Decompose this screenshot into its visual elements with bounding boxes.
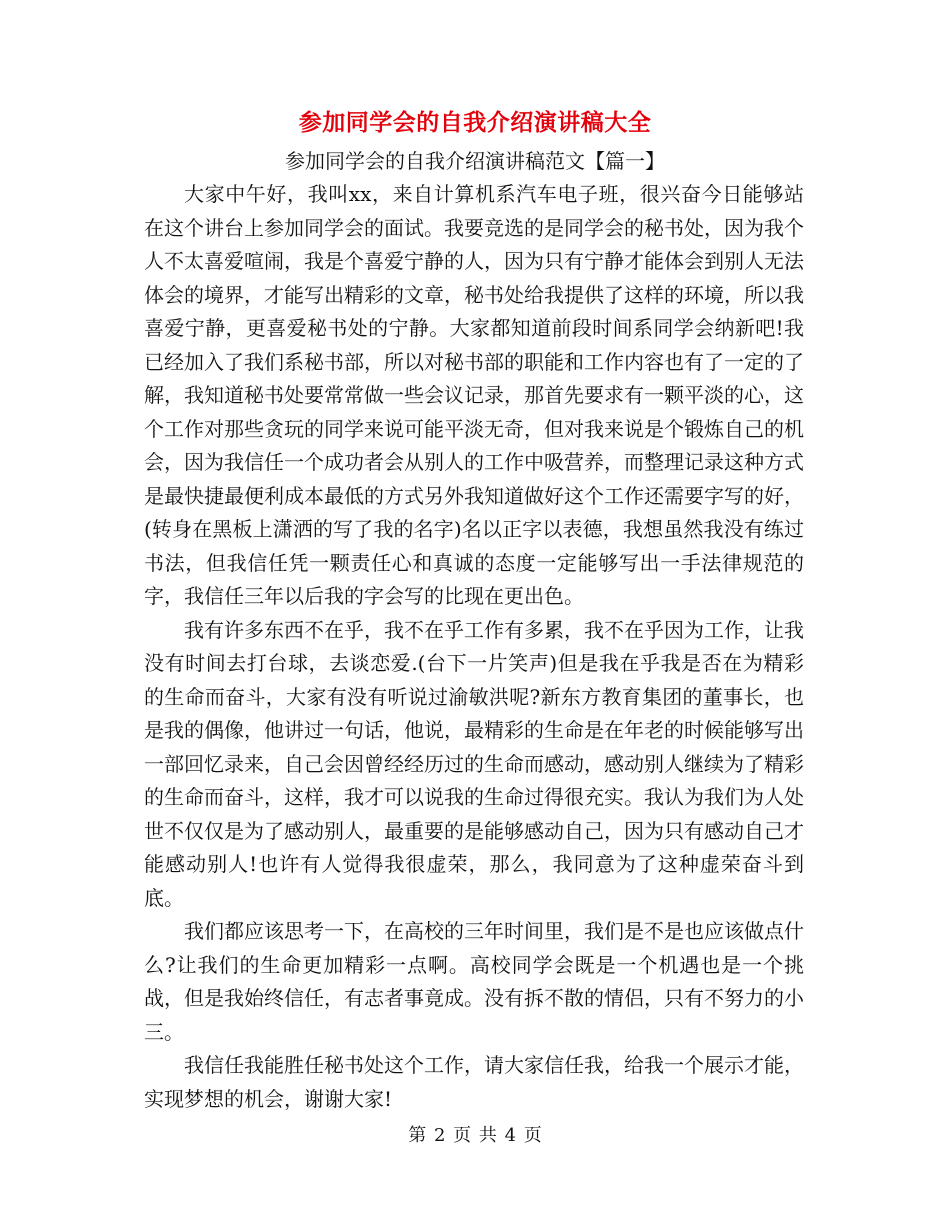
paragraph-4: 我信任我能胜任秘书处这个工作，请大家信任我，给我一个展示才能，实现梦想的机会，谢谢大家! (144, 1053, 804, 1111)
document-body (144, 178, 804, 1116)
document-subtitle: 参加同学会的自我介绍演讲稿范文【篇一】 (285, 149, 665, 173)
document-title: 参加同学会的自我介绍演讲稿大全 (298, 109, 652, 136)
paragraph-3: 我们都应该思考一下，在高校的三年时间里，我们是不是也应该做点什么?让我们的生命更加精彩一点啊。高校同学会既是一个机遇也是一个挑战，但是我始终信任，有志者事竟成。没有拆不散的情侣，只有不努力的小三。 (144, 919, 804, 1044)
paragraph-1: 大家中午好，我叫xx，来自计算机系汽车电子班，很兴奋今日能够站在这个讲台上参加同学会的面试。我要竞选的是同学会的秘书处，因为我个人不太喜爱喧闹，我是个喜爱宁静的人，因为只有宁静才能体会到别人无法体会的境界，才能写出精彩的文章，秘书处给我提供了这样的环境，所以我喜爱宁静，更喜爱秘书处的宁静。大家都知道前段时间系同学会纳新吧!我已经加入了我们系秘书部，所以对秘书部的职能和工作内容也有了一定的了解，我知道秘书处要常常做一些会议记录，那首先要求有一颗平淡的心，这个工作对那些贪玩的同学来说可能平淡无奇，但对我来说是个锻炼自己的机会，因为我信任一个成功者会从别人的工作中吸营养，而整理记录这种方式是最快捷最便利成本最低的方式另外我知道做好这个工作还需要字写的好，(转身在黑板上潇洒的写了我的名字)名以正字以表德，我想虽然我没有练过书法，但我信任凭一颗责任心和真诚的态度一定能够写出一手法律规范的字，我信任三年以后我的字会写的比现在更出色。 (144, 182, 804, 608)
page-footer: 第 2 页 共 4 页 (408, 1125, 542, 1146)
paragraph-2: 我有许多东西不在乎，我不在乎工作有多累，我不在乎因为工作，让我没有时间去打台球，去谈恋爱.(台下一片笑声)但是我在乎我是否在为精彩的生命而奋斗，大家有没有听说过渝敏洪呢?新东方教育集团的董事长，也是我的偶像，他讲过一句话，他说，最精彩的生命是在年老的时候能够写出一部回忆录来，自己会因曾经经历过的生命而感动，感动别人继续为了精彩的生命而奋斗，这样，我才可以说我的生命过得很充实。我认为我们为人处世不仅仅是为了感动别人，最重要的是能够感动自己，因为只有感动自己才能感动别人!也许有人觉得我很虚荣，那么，我同意为了这种虚荣奋斗到底。 (144, 617, 804, 910)
